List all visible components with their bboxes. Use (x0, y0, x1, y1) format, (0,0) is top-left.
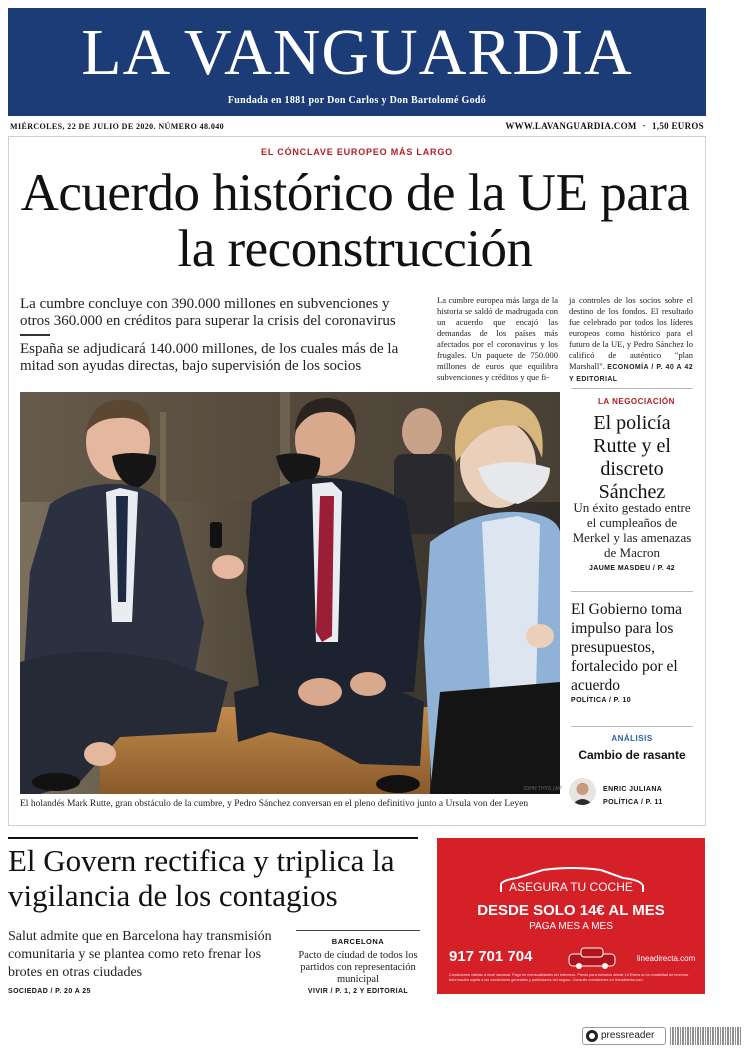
lead-body-byline[interactable]: ECONOMÍA / P. 40 A 42 Y EDITORIAL (569, 364, 693, 383)
pressreader-label: pressreader (601, 1030, 655, 1041)
photo-credit: JOHN THYS | AP (523, 786, 562, 792)
barcelona-label: BARCELONA (331, 937, 385, 946)
story-rutte-sanchez-deck: Un éxito gestado entre el cumpleaños de Merkel y las amenazas de Macron (572, 500, 692, 560)
lead-body-column-1: La cumbre europea más larga de la historia se saldó de madrugada con un acuerdo que encajó las demandas de los países más afectados por el coronavirus y los frugales. Un paquete de 750.000 millones de euros que equilibra subvenciones y créditos y que fi- (437, 295, 558, 382)
barcelona-byline[interactable]: VIVIR / P. 1, 2 Y EDITORIAL (307, 988, 409, 995)
ad-legal-text: Condiciones válidas a nivel nacional. Pago en mensualidades sin intereses. Precio para turismos desde 14 €/mes en la modalidad de terceros. Información sujeta a las condiciones generales y particulares del seguro. Consulte condiciones en lineadirecta.com. (449, 973, 690, 982)
meta-separator: · (642, 121, 646, 131)
author-avatar (569, 778, 596, 805)
story-gobierno-byline[interactable]: POLÍTICA / P. 10 (571, 697, 632, 704)
photo-caption: El holandés Mark Rutte, gran obstáculo de la cumbre, y Pedro Sánchez conversan en el pleno definitivo junto a Ursula von der Leyen (20, 799, 529, 809)
advertisement[interactable] (437, 838, 705, 994)
govern-deck: Salut admite que en Barcelona hay transmisión comunitaria y se plantea como reto frenar los brotes en otras ciudades (8, 929, 272, 980)
analysis-label: ANÁLISIS (611, 734, 653, 743)
lead-headline[interactable]: Acuerdo histórico de la UE para la reconstrucción (20, 164, 690, 278)
lead-deck-1: La cumbre concluye con 390.000 millones en subvenciones y otros 360.000 en créditos para superar la crisis del coronavirus (20, 296, 396, 329)
pressreader-logo[interactable] (582, 1027, 666, 1045)
right-column-divider (571, 726, 693, 727)
lead-body-column-2-text: ja controles de los socios sobre el destino de los fondos. El resultado fue celebrado por todos los líderes europeos como histórico para el futuro de la UE, y Pedro Sánchez lo calificó de auténtico "plan Marshall". (569, 295, 693, 371)
right-column-divider (571, 388, 693, 389)
section-label-negociacion: LA NEGOCIACIÓN (598, 397, 675, 406)
analysis-author: ENRIC JULIANA (603, 786, 663, 793)
ad-subline: PAGA MES A MES (529, 921, 613, 932)
issue-meta-right (505, 121, 704, 131)
pressreader-icon (586, 1030, 598, 1042)
story-gobierno-title[interactable]: El Gobierno toma impulso para los presupuestos, fortalecido por el acuerdo (571, 601, 683, 694)
barcode (670, 1027, 742, 1045)
ad-headline: ASEGURA TU COCHE (509, 880, 633, 894)
ad-phone[interactable]: 917 701 704 (449, 948, 533, 965)
deck-divider (20, 334, 50, 336)
ad-brand[interactable]: lineadirecta.com (637, 954, 696, 963)
price: 1,50 EUROS (651, 121, 704, 131)
govern-byline[interactable]: SOCIEDAD / P. 20 A 25 (8, 988, 91, 995)
lead-body-column-2 (569, 295, 693, 385)
barcelona-box-rule (296, 930, 420, 931)
ad-phone-car-icon (567, 946, 627, 970)
right-column-divider (571, 591, 693, 592)
analysis-title[interactable]: Cambio de rasante (578, 748, 686, 762)
govern-headline[interactable]: El Govern rectifica y triplica la vigilancia de los contagios (8, 843, 395, 913)
barcelona-text[interactable]: Pacto de ciudad de todos los partidos con representación municipal (298, 950, 418, 985)
masthead-title: LA VANGUARDIA (81, 16, 633, 89)
analysis-section[interactable]: POLÍTICA / P. 11 (603, 799, 663, 806)
story-rutte-sanchez-byline[interactable]: JAUME MASDEU / P. 42 (588, 565, 676, 572)
masthead (8, 8, 706, 116)
lead-deck-2: España se adjudicará 140.000 millones, de los cuales más de la mitad son ayudas directas, bajo supervisión de los socios (20, 341, 399, 374)
lead-photo-illustration (20, 392, 560, 794)
story-rutte-sanchez-title[interactable]: El policía Rutte y el discreto Sánchez (593, 412, 671, 503)
ad-price: DESDE SOLO 14€ AL MES (477, 902, 665, 919)
lower-section-rule (8, 837, 418, 839)
lead-photo[interactable] (20, 392, 560, 794)
lead-kicker: EL CÓNCLAVE EUROPEO MÁS LARGO (261, 147, 453, 157)
website-link[interactable]: WWW.LAVANGUARDIA.COM (505, 121, 637, 131)
issue-date: MIÉRCOLES, 22 DE JULIO DE 2020. NÚMERO 48.040 (10, 122, 225, 131)
masthead-founded: Fundada en 1881 por Don Carlos y Don Bartolomé Godó (227, 95, 487, 106)
author-portrait-icon (569, 778, 596, 805)
